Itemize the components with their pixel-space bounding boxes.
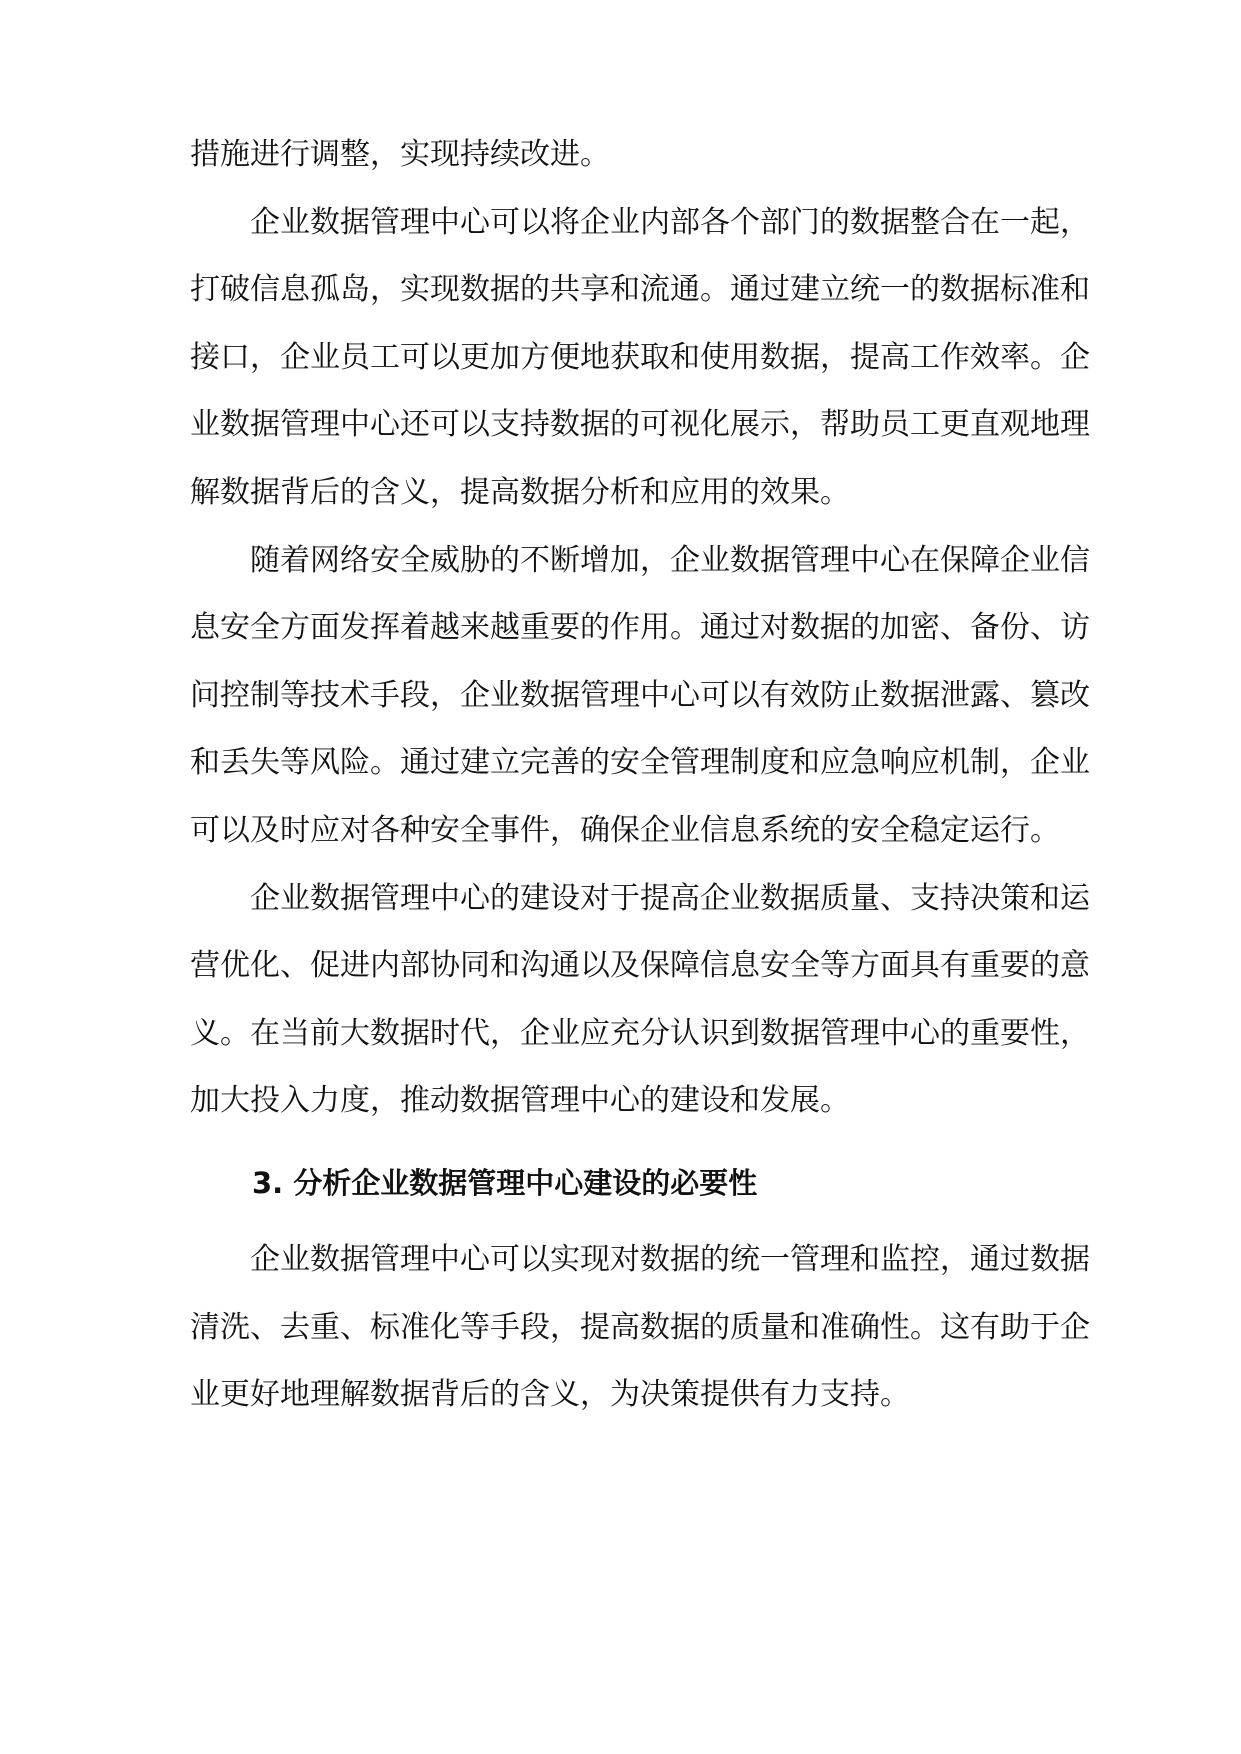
body-line: 问控制等技术手段，企业数据管理中心可以有效防止数据泄露、篡改	[190, 678, 1090, 713]
body-line: 措施进行调整，实现持续改进。	[190, 137, 610, 172]
body-line: 义。在当前大数据时代，企业应充分认识到数据管理中心的重要性，	[190, 1016, 1090, 1051]
body-line: 息安全方面发挥着越来越重要的作用。通过对数据的加密、备份、访	[190, 610, 1090, 645]
body-line: 和丢失等风险。通过建立完善的安全管理制度和应急响应机制，企业	[190, 745, 1090, 780]
body-line: 业更好地理解数据背后的含义，为决策提供有力支持。	[190, 1377, 910, 1412]
body-line: 解数据背后的含义，提高数据分析和应用的效果。	[190, 475, 850, 510]
body-line: 清洗、去重、标准化等手段，提高数据的质量和准确性。这有助于企	[190, 1310, 1090, 1345]
paragraph-first-line: 随着网络安全威胁的不断增加，企业数据管理中心在保障企业信	[250, 543, 1090, 578]
paragraph-first-line: 企业数据管理中心可以实现对数据的统一管理和监控，通过数据	[250, 1242, 1090, 1277]
body-line: 接口，企业员工可以更加方便地获取和使用数据，提高工作效率。企	[190, 340, 1090, 375]
body-line: 加大投入力度，推动数据管理中心的建设和发展。	[190, 1083, 850, 1118]
paragraph-first-line: 企业数据管理中心的建设对于提高企业数据质量、支持决策和运	[250, 881, 1090, 916]
body-line: 业数据管理中心还可以支持数据的可视化展示，帮助员工更直观地理	[190, 407, 1090, 442]
section-heading: 3. 分析企业数据管理中心建设的必要性	[252, 1166, 758, 1200]
body-line: 可以及时应对各种安全事件，确保企业信息系统的安全稳定运行。	[190, 813, 1060, 848]
body-line: 营优化、促进内部协同和沟通以及保障信息安全等方面具有重要的意	[190, 948, 1090, 983]
paragraph-first-line: 企业数据管理中心可以将企业内部各个部门的数据整合在一起，	[250, 205, 1090, 240]
body-line: 打破信息孤岛，实现数据的共享和流通。通过建立统一的数据标准和	[190, 272, 1090, 307]
